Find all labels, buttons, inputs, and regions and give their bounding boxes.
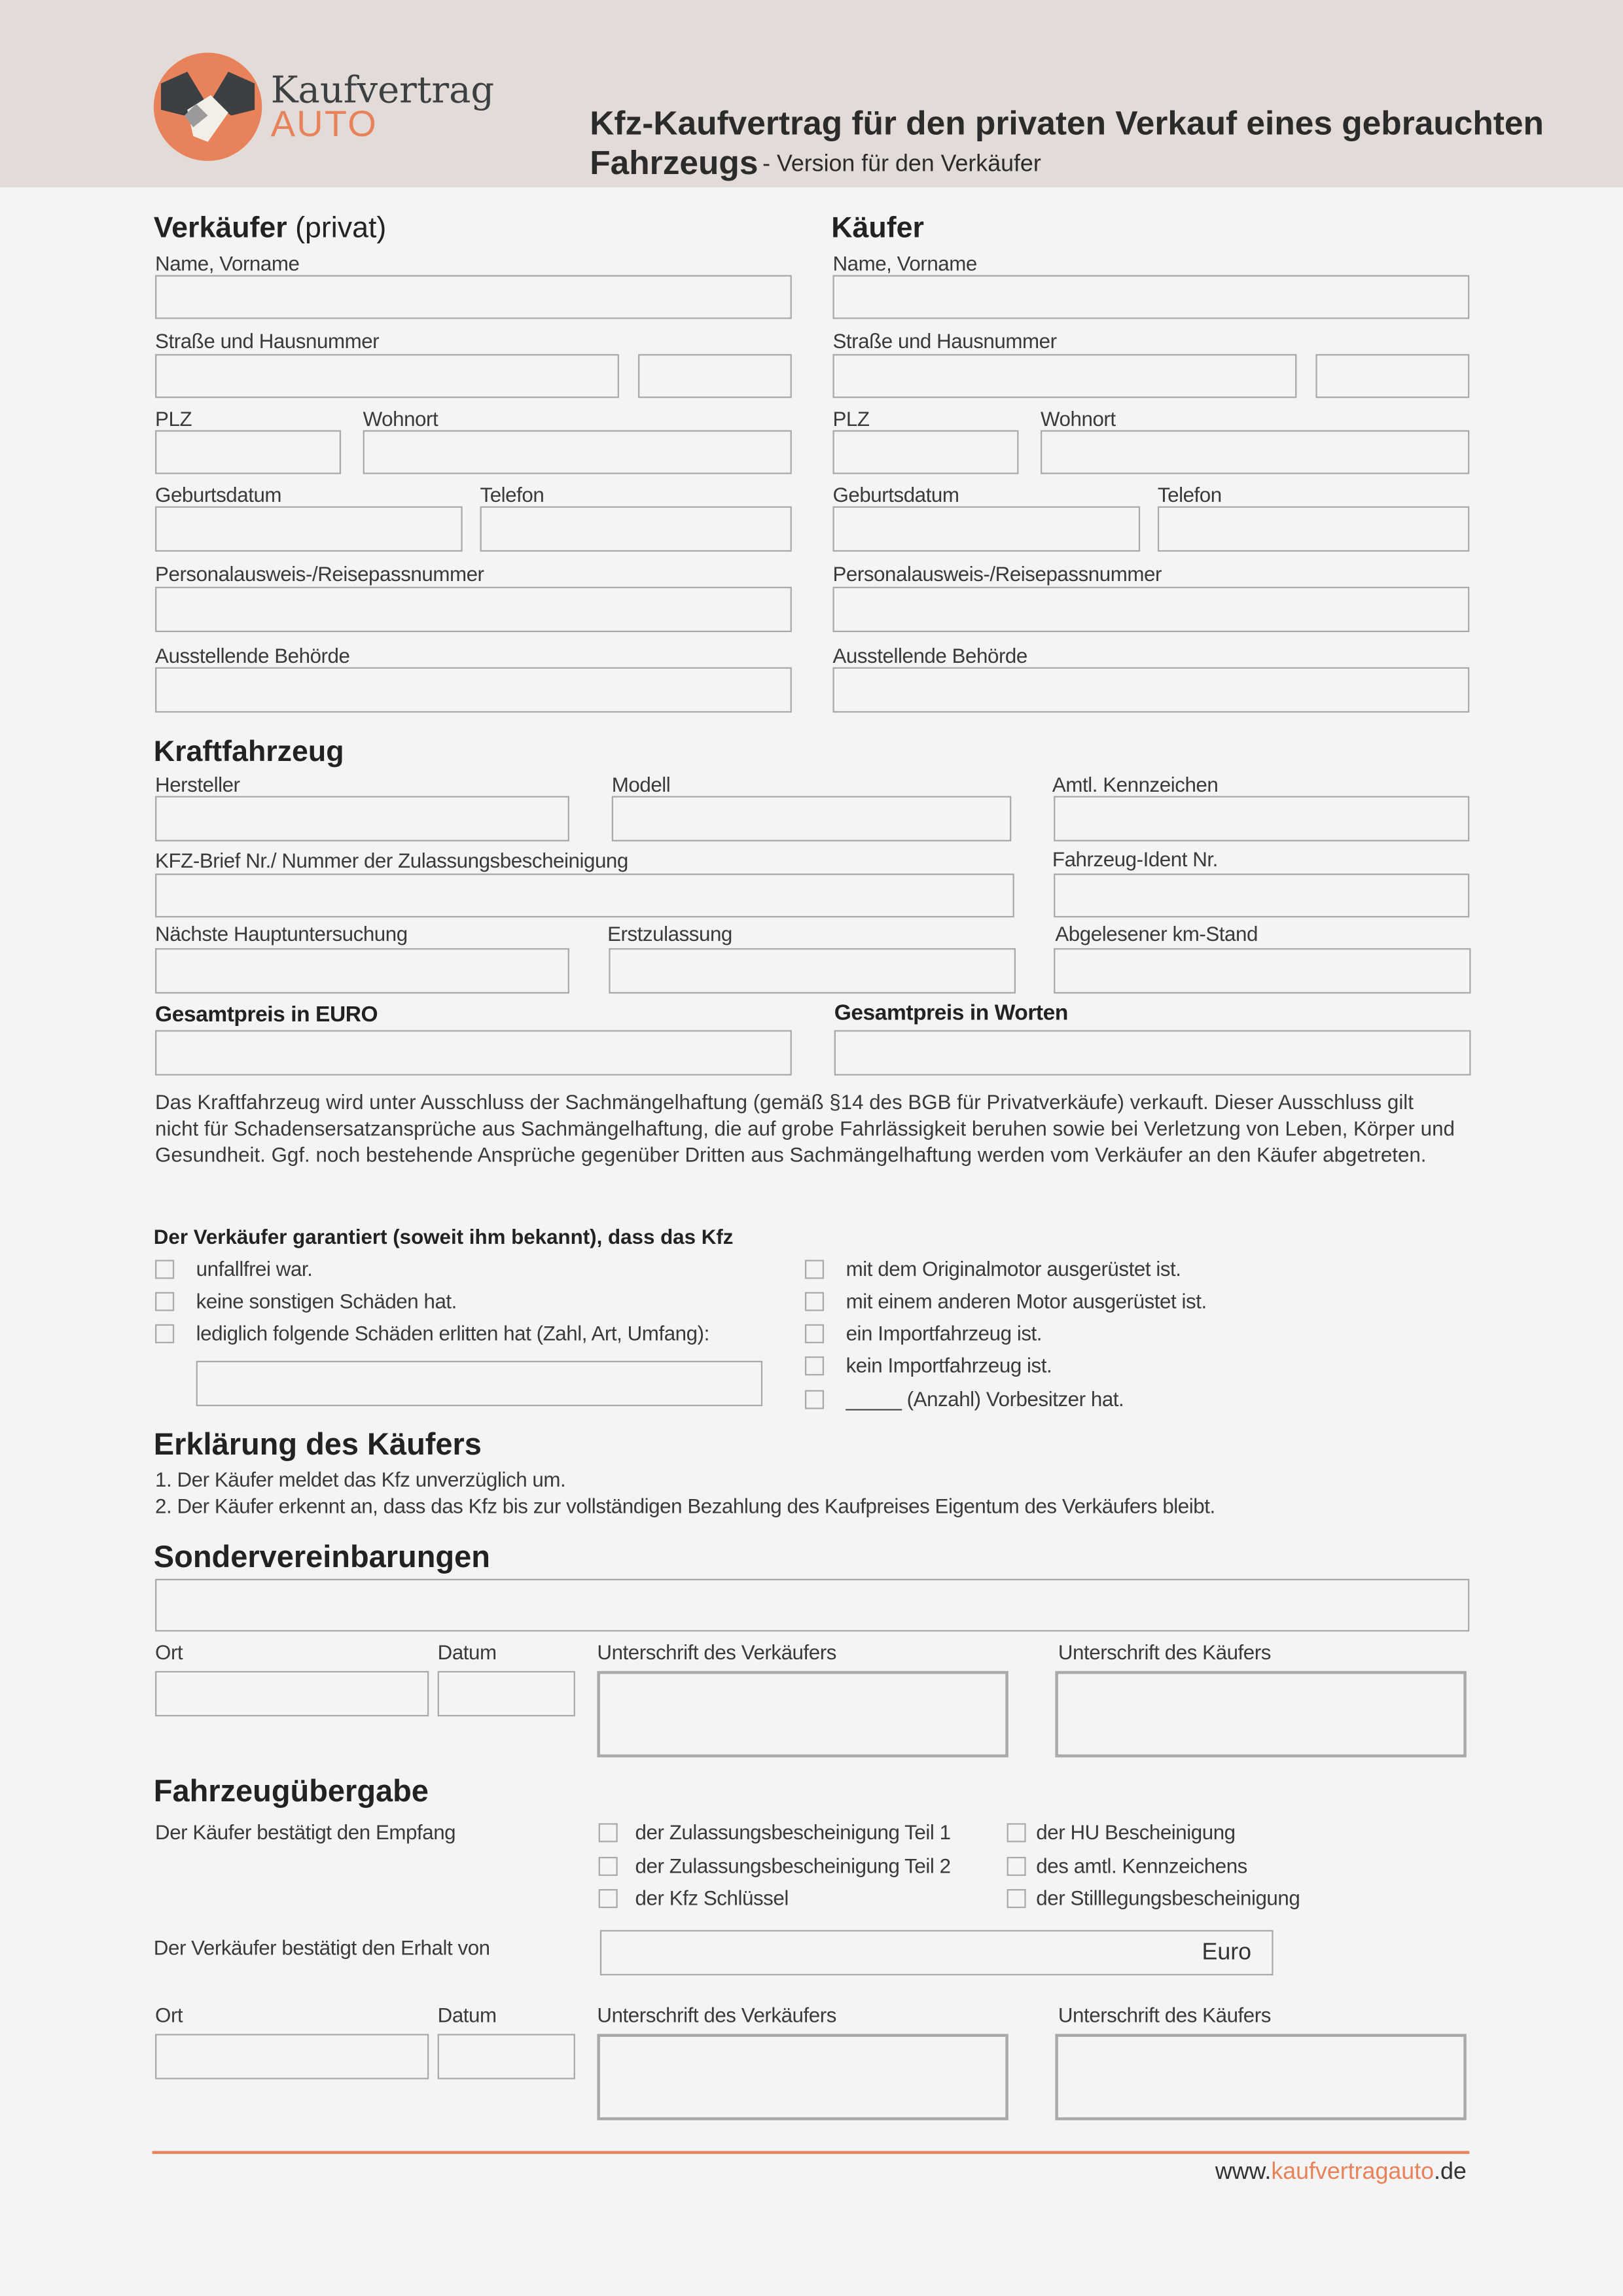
buyer-phone-label: Telefon [1157,482,1222,506]
guarantee-checkbox[interactable] [805,1324,824,1343]
buyer-phone-field[interactable] [1158,506,1469,552]
guarantee-checkbox[interactable] [805,1390,824,1409]
seller-id-field[interactable] [155,587,792,632]
buyer-housenumber-field[interactable] [1315,354,1469,398]
buyer-zip-label: PLZ [832,406,870,431]
hu-label: Nächste Hauptuntersuchung [155,921,408,945]
handover-checkbox[interactable] [599,1857,618,1876]
guarantee-checkbox[interactable] [805,1292,824,1311]
handover-option: der Stilllegungsbescheinigung [1036,1886,1300,1910]
page-title-line2: Fahrzeugs [590,143,758,182]
handover-date-field[interactable] [438,2034,575,2079]
handover-checkbox[interactable] [1007,1823,1026,1842]
date-label: Datum [437,1640,497,1664]
handover-buyer-signature-label: Unterschrift des Käufers [1058,2003,1271,2027]
plate-field[interactable] [1054,796,1469,841]
first-reg-label: Erstzulassung [607,921,732,945]
payment-amount-field[interactable] [600,1930,1274,1975]
buyer-birth-field[interactable] [832,506,1140,552]
declaration-heading: Erklärung des Käufers [153,1428,482,1462]
buyer-signature-label: Unterschrift des Käufers [1058,1640,1271,1664]
guarantee-option: ein Importfahrzeug ist. [846,1321,1043,1345]
guarantee-checkbox[interactable] [155,1324,174,1343]
guarantee-option: mit dem Originalmotor ausgerüstet ist. [846,1256,1181,1280]
handover-option: der Zulassungsbescheinigung Teil 1 [635,1820,951,1844]
special-agreements-field[interactable] [155,1579,1469,1632]
buyer-authority-field[interactable] [832,667,1469,713]
declaration-item: 2. Der Käufer erkennt an, dass das Kfz bis zur vollständigen Bezahlung des Kaufpreises Eigentum des Verkäufers bleibt. [155,1494,1215,1518]
vehicle-heading: Kraftfahrzeug [153,735,344,769]
guarantee-option: kein Importfahrzeug ist. [846,1353,1052,1377]
model-field[interactable] [612,796,1012,841]
handover-buyer-signature-field[interactable] [1055,2034,1466,2120]
url-domain: kaufvertragauto [1271,2159,1435,2185]
handover-heading: Fahrzeugübergabe [153,1775,429,1809]
handshake-logo-icon [152,51,264,162]
price-words-label: Gesamtpreis in Worten [834,1000,1068,1026]
handover-checkbox[interactable] [1007,1889,1026,1908]
seller-housenumber-field[interactable] [638,354,792,398]
seller-name-field[interactable] [155,275,792,319]
seller-street-field[interactable] [155,354,619,398]
guarantee-checkbox[interactable] [805,1260,824,1279]
page-title: Kfz-Kaufvertrag für den privaten Verkauf eines gebrauchten [590,103,1544,142]
seller-name-label: Name, Vorname [155,251,300,275]
buyer-street-field[interactable] [832,354,1296,398]
seller-phone-field[interactable] [480,506,792,552]
seller-city-field[interactable] [363,430,792,474]
seller-zip-label: PLZ [155,406,192,431]
price-euro-label: Gesamtpreis in EURO [155,1002,378,1027]
date-field[interactable] [438,1671,575,1716]
buyer-authority-label: Ausstellende Behörde [832,643,1027,667]
seller-birth-field[interactable] [155,506,463,552]
website-link[interactable] [1215,2161,1467,2185]
payment-label: Der Verkäufer bestätigt den Erhalt von [153,1935,490,1960]
handover-option: der Kfz Schlüssel [635,1886,789,1910]
maker-label: Hersteller [155,772,240,796]
seller-city-label: Wohnort [363,406,438,431]
handover-option: der Zulassungsbescheinigung Teil 2 [635,1854,951,1878]
handover-option: der HU Bescheinigung [1036,1820,1236,1844]
buyer-name-label: Name, Vorname [832,251,977,275]
guarantee-checkbox[interactable] [805,1356,824,1375]
km-label: Abgelesener km-Stand [1055,921,1258,945]
url-suffix: .de [1434,2159,1467,2185]
buyer-zip-field[interactable] [832,430,1018,474]
guarantee-checkbox[interactable] [155,1292,174,1311]
seller-street-label: Straße und Hausnummer [155,329,380,353]
seller-birth-label: Geburtsdatum [155,482,282,506]
hu-field[interactable] [155,948,569,993]
buyer-id-field[interactable] [832,587,1469,632]
handover-seller-signature-label: Unterschrift des Verkäufers [597,2003,836,2027]
buyer-city-field[interactable] [1041,430,1469,474]
guarantee-option: unfallfrei war. [196,1256,313,1280]
seller-signature-field[interactable] [597,1671,1008,1757]
seller-zip-field[interactable] [155,430,341,474]
maker-field[interactable] [155,796,569,841]
seller-heading-suffix: (privat) [295,212,387,245]
seller-authority-field[interactable] [155,667,792,713]
buyer-name-field[interactable] [832,275,1469,319]
km-field[interactable] [1054,948,1471,993]
vin-field[interactable] [1054,874,1469,917]
buyer-id-label: Personalausweis-/Reisepassnummer [832,561,1162,586]
footer-divider [152,2151,1470,2153]
first-reg-field[interactable] [609,948,1016,993]
handover-checkbox[interactable] [599,1823,618,1842]
handover-place-field[interactable] [155,2034,429,2079]
guarantee-checkbox[interactable] [155,1260,174,1279]
buyer-street-label: Straße und Hausnummer [832,329,1057,353]
seller-signature-label: Unterschrift des Verkäufers [597,1640,836,1664]
seller-heading-text: Verkäufer [153,212,287,245]
guarantee-option: keine sonstigen Schäden hat. [196,1289,457,1313]
buyer-birth-label: Geburtsdatum [832,482,959,506]
guarantee-option: mit einem anderen Motor ausgerüstet ist. [846,1289,1207,1313]
buyer-heading: Käufer [831,212,924,245]
vin-label: Fahrzeug-Ident Nr. [1052,847,1218,871]
handover-option: des amtl. Kennzeichens [1036,1854,1247,1878]
page-subtitle: - Version für den Verkäufer [762,152,1041,177]
url-prefix: www. [1215,2159,1272,2185]
plate-label: Amtl. Kennzeichen [1052,772,1219,796]
buyer-signature-field[interactable] [1055,1671,1466,1757]
price-words-field[interactable] [834,1030,1471,1075]
place-field[interactable] [155,1671,429,1716]
currency-label: Euro [1202,1940,1252,1966]
handover-checkbox[interactable] [599,1889,618,1908]
brief-label: KFZ-Brief Nr./ Nummer der Zulassungsbescheinigung [155,849,628,872]
logo-text: Kaufvertrag [270,69,495,111]
handover-checkbox[interactable] [1007,1857,1026,1876]
price-euro-field[interactable] [155,1030,792,1075]
logo-text-auto: AUTO [270,103,378,145]
liability-disclaimer: Das Kraftfahrzeug wird unter Ausschluss der Sachmängelhaftung (gemäß §14 des BGB für Privatverkäufe) verkauft. Dieser Ausschluss gilt nicht für Schadensersatzansprüche aus Sachmängelhaftung, die auf grobe Fahrlässigkeit beruhen sowie bei Verletzung von Leben, Körper und Gesundheit. Ggf. noch bestehende Ansprüche gegenüber Dritten aus Sachmängelhaftung werden vom Verkäufer an den Käufer abgetreten. [155,1090,1455,1167]
seller-heading [154,213,387,243]
receipt-label: Der Käufer bestätigt den Empfang [155,1820,456,1844]
brief-field[interactable] [155,874,1014,917]
declaration-item: 1. Der Käufer meldet das Kfz unverzüglich um. [155,1468,566,1491]
guarantee-heading: Der Verkäufer garantiert (soweit ihm bekannt), dass das Kfz [153,1224,734,1248]
seller-authority-label: Ausstellende Behörde [155,643,350,667]
handover-seller-signature-field[interactable] [597,2034,1008,2120]
guarantee-option: lediglich folgende Schäden erlitten hat (Zahl, Art, Umfang): [196,1321,709,1345]
seller-id-label: Personalausweis-/Reisepassnummer [155,561,484,586]
handover-place-label: Ort [155,2003,183,2027]
guarantee-option: _____ (Anzahl) Vorbesitzer hat. [846,1387,1124,1411]
buyer-city-label: Wohnort [1041,406,1116,431]
damage-details-field[interactable] [196,1361,762,1406]
model-label: Modell [611,772,671,796]
place-label: Ort [155,1640,183,1664]
special-heading: Sondervereinbarungen [153,1540,490,1575]
seller-phone-label: Telefon [480,482,544,506]
handover-date-label: Datum [437,2003,497,2027]
